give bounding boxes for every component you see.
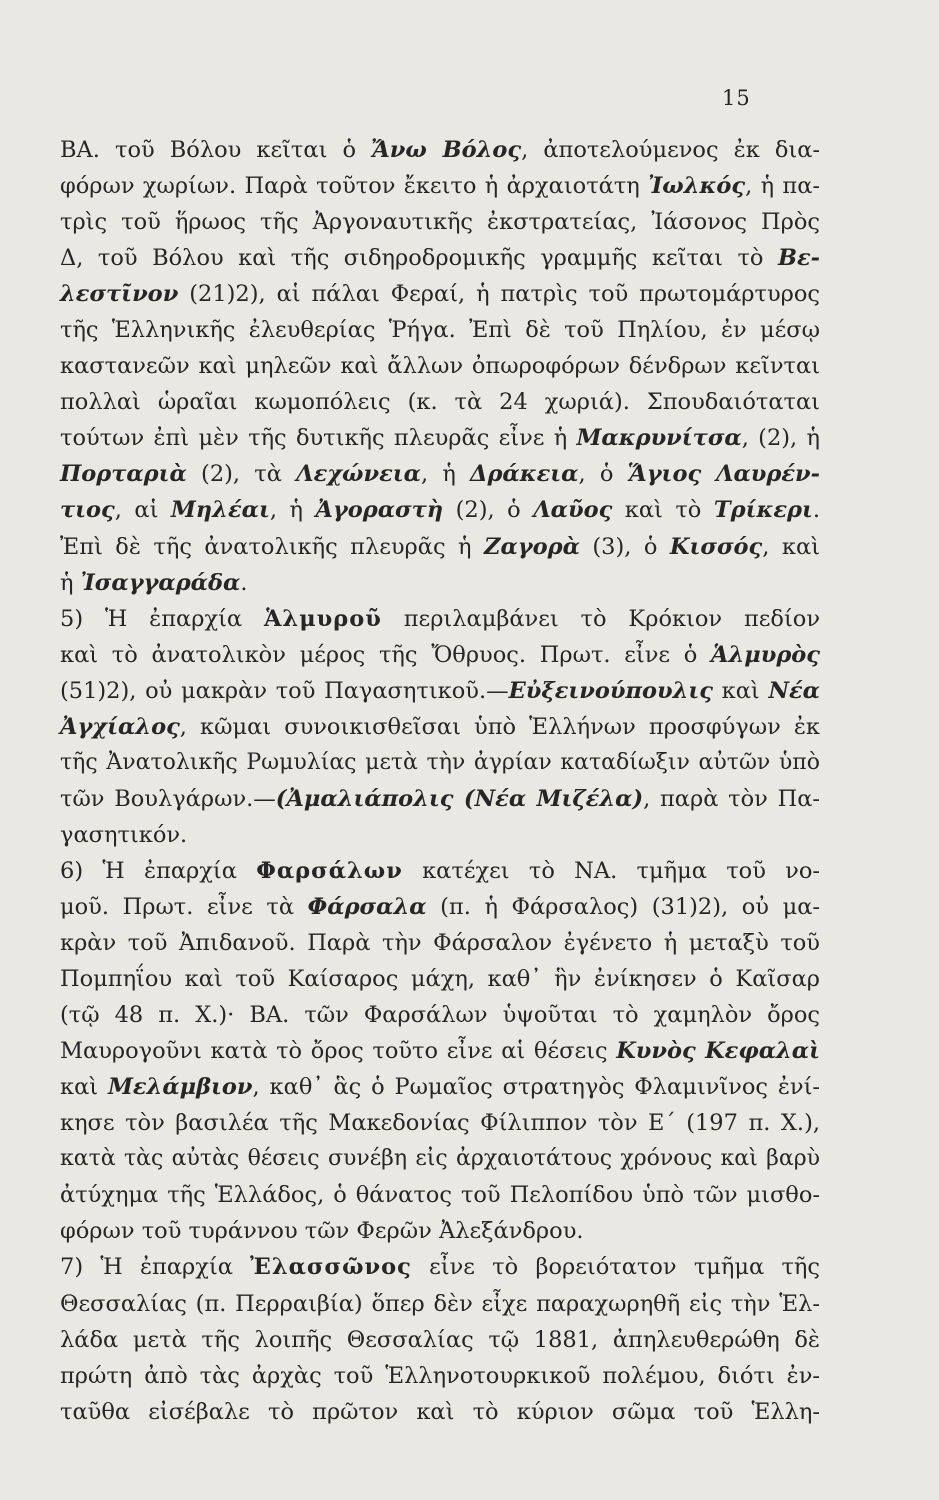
text-segment: (π. ἡ Φάρσαλος) (31)2), οὐ μα- [426,893,821,920]
emphasized-term: Ἰσαγγαράδα [80,569,241,596]
text-line [60,565,820,601]
emphasized-term: Ἰωλκός [648,173,746,200]
emphasized-term: (Ἀμαλιάπολις (Νέα Μιζέλα) [275,785,644,812]
emphasized-term: λεστῖνον [60,281,179,308]
text-line [60,817,820,853]
text-segment: λάδα μετὰ τῆς λοιπῆς Θεσσαλίας τῷ 1881, ἀπηλευθερώθη δὲ [60,1326,820,1353]
text-segment: πρώτη ἀπὸ τὰς ἀρχὰς τοῦ Ἑλληνοτουρκικοῦ πολέμου, διότι ἐν- [60,1362,820,1389]
text-line [60,1105,820,1141]
text-segment: (2), ὁ [443,497,534,524]
emphasized-term: Ἄνω Βόλος [371,137,522,163]
emphasized-term: Φάρσαλα [307,893,427,920]
emphasized-term: Λαῦος [533,497,613,524]
text-segment: 6) Ἡ ἐπαρχία [60,857,257,884]
text-segment: , ἡ πα- [745,173,820,200]
text-segment: , παρὰ τὸν Πα- [643,785,821,812]
text-segment: καστανεῶν καὶ μηλεῶν καὶ ἄλλων ὀπωροφόρων δένδρων κεῖνται [60,353,820,380]
text-segment: Μαυρογοῦνι κατὰ τὸ ὄρος τοῦτο εἶνε αἱ θέσεις [60,1038,617,1065]
text-segment: καὶ [712,677,769,704]
emphasized-term: Πορταριὰ [60,461,187,488]
text-line [60,673,820,709]
emphasized-term: Κισσός [669,533,763,560]
text-line [60,1322,820,1358]
text-segment: 7) Ἡ ἐπαρχία [60,1254,251,1281]
text-segment: τῶν Βουλγάρων.— [60,785,276,812]
text-segment: ταῦθα εἰσέβαλε τὸ πρῶτον καὶ τὸ κύριον σῶμα τοῦ Ἑλλη- [60,1398,820,1425]
text-segment: φόρων χωρίων. Παρὰ τοῦτον ἔκειτο ἡ ἀρχαιοτάτη [60,173,649,200]
text-segment: , αἱ [114,497,171,524]
text-segment: (3), ὁ [579,533,670,560]
text-segment: . [812,497,821,524]
text-line [60,853,820,889]
text-line [60,1358,820,1394]
text-segment: φόρων τοῦ τυράννου τῶν Φερῶν Ἀλεξάνδρου. [60,1218,584,1245]
text-segment: Δ, τοῦ Βόλου καὶ τῆς σιδηροδρομικῆς γραμμῆς κεῖται τὸ [60,245,778,272]
text-line [60,529,820,565]
text-line [60,637,820,673]
text-segment: περιλαμβάνει τὸ Κρόκιον πεδίον [381,605,821,632]
text-line [60,745,820,781]
text-segment: πολλαὶ ὡραῖαι κωμοπόλεις (κ. τὰ 24 χωριά). Σπουδαιόταται [60,389,820,416]
text-segment: κησε τὸν βασιλέα τῆς Μακεδονίας Φίλιππον τὸν Ε΄ (197 π. Χ.), [60,1110,820,1137]
text-segment: κατέχει τὸ ΝΑ. τμῆμα τοῦ νο- [402,857,820,884]
text-line [60,384,820,420]
text-line [60,312,820,348]
text-segment: τούτων ἐπὶ μὲν τῆς δυτικῆς πλευρᾶς εἶνε ἡ [60,425,577,452]
text-segment: κρὰν τοῦ Ἀπιδανοῦ. Παρὰ τὴν Φάρσαλον ἐγένετο ἡ μεταξὺ τοῦ [60,930,820,957]
emphasized-term: Μακρυνίτσα [576,425,742,452]
emphasized-term: τιος [60,497,115,524]
emphasized-term: Νέα [768,677,820,704]
text-line [60,420,820,456]
text-line [60,276,820,312]
emphasized-term: Λεχώνεια [296,461,421,488]
text-line [60,925,820,961]
emphasized-term: Ἀγοραστὴ [315,497,444,524]
text-segment: (51)2), οὐ μακρὰν τοῦ Παγασητικοῦ.— [60,677,509,704]
text-segment: καὶ τὸ ἀνατολικὸν μέρος τῆς Ὄθρυος. Πρωτ. εἶνε ὁ [60,641,712,668]
text-line [60,204,820,240]
text-line [60,781,820,817]
text-segment: , καθ᾽ ἃς ὁ Ρωμαῖος στρατηγὸς Φλαμινῖνος ἐνί- [252,1074,821,1101]
text-segment: εἶνε τὸ βορειότατον τμῆμα τῆς [411,1254,820,1281]
emphasized-term: Δράκεια [470,461,579,488]
text-line [60,492,820,528]
text-segment: μοῦ. Πρωτ. εἶνε τὰ [60,893,308,920]
emphasized-term: Ἀγχίαλος [60,713,180,740]
emphasized-term: Ἁλμυρὸς [711,641,820,668]
text-line [60,709,820,745]
text-segment: κατὰ τὰς αὐτὰς θέσεις συνέβη εἰς ἀρχαιοτάτους χρόνους καὶ βαρὺ [60,1146,820,1172]
text-segment: καὶ τὸ [612,497,714,524]
text-line [60,997,820,1033]
page-number: 15 [722,86,751,110]
text-segment: τῆς Ἀνατολικῆς Ρωμυλίας μετὰ τὴν ἀγρίαν καταδίωξιν αὐτῶν ὑπὸ [60,749,820,775]
text-segment: (21)2), αἱ πάλαι Φεραί, ἡ πατρὶς τοῦ πρωτομάρτυρος [178,281,820,308]
text-segment: τρὶς τοῦ ἥρωος τῆς Ἀργοναυτικῆς ἐκστρατείας, Ἰάσονος Πρὸς [60,209,820,236]
emphasized-term: Ἅγιος Λαυρέν- [627,461,820,488]
text-line [60,1177,820,1213]
text-line [60,1249,820,1285]
text-segment: , ἡ [269,497,316,524]
text-line [60,1286,820,1322]
text-line [60,1394,820,1430]
text-line [60,456,820,492]
text-line [60,348,820,384]
text-segment: γασητικόν. [60,821,188,848]
text-segment: . [240,569,248,596]
text-segment: (2), τὰ [186,461,297,488]
text-segment: , ὁ [578,461,628,488]
text-segment: 5) Ἡ ἐπαρχία [60,605,264,632]
emphasized-term: Ἁλμυροῦ [263,605,382,632]
text-line [60,132,820,168]
text-line [60,168,820,204]
text-segment: (τῷ 48 π. Χ.)· ΒΑ. τῶν Φαρσάλων ὑψοῦται τὸ χαμηλὸν ὄρος [60,1002,820,1029]
text-segment: ἀτύχημα τῆς Ἑλλάδος, ὁ θάνατος τοῦ Πελοπίδου ὑπὸ τῶν μισθο- [60,1182,820,1209]
text-segment: Πομπηΐου καὶ τοῦ Καίσαρος μάχη, καθ᾽ ἣν ἐνίκησεν ὁ Καῖσαρ [60,966,820,993]
text-segment: καὶ [60,1074,108,1101]
text-segment: Θεσσαλίας (π. Περραιβία) ὅπερ δὲν εἶχε παραχωρηθῆ εἰς τὴν Ἑλ- [60,1290,820,1317]
emphasized-term: Τρίκερι [713,497,813,524]
emphasized-term: Εὐξεινούπουλις [508,677,713,704]
text-line [60,889,820,925]
text-segment: , (2), ἡ [741,425,820,452]
emphasized-term: Κυνὸς Κεφαλαὶ [616,1038,820,1065]
emphasized-term: Ἐλασσῶνος [250,1254,412,1281]
text-line [60,1033,820,1069]
text-line [60,601,820,637]
text-line [60,1213,820,1249]
emphasized-term: Μηλέαι [170,497,270,524]
emphasized-term: Ζαγορὰ [484,533,580,560]
text-line [60,961,820,997]
body-text [60,132,820,1430]
text-segment: , κῶμαι συνοικισθεῖσαι ὑπὸ Ἑλλήνων προσφύγων ἐκ [179,713,820,740]
text-segment: τῆς Ἑλληνικῆς ἐλευθερίας Ῥήγα. Ἐπὶ δὲ τοῦ Πηλίου, ἐν μέσῳ [60,317,820,344]
text-segment: , καὶ [762,533,820,560]
emphasized-term: Βε- [777,245,820,272]
text-segment: ΒΑ. τοῦ Βόλου κεῖται ὁ [60,137,372,163]
text-segment: , ἀποτελούμενος ἐκ δια- [521,137,821,163]
emphasized-term: Μελάμβιον [107,1074,253,1101]
text-segment: Ἐπὶ δὲ τῆς ἀνατολικῆς πλευρᾶς ἡ [60,533,485,560]
text-segment: ἡ [60,569,81,596]
text-segment: , ἡ [420,461,471,488]
text-line [60,240,820,276]
text-line [60,1069,820,1105]
emphasized-term: Φαρσάλων [256,857,403,884]
text-line [60,1141,820,1177]
